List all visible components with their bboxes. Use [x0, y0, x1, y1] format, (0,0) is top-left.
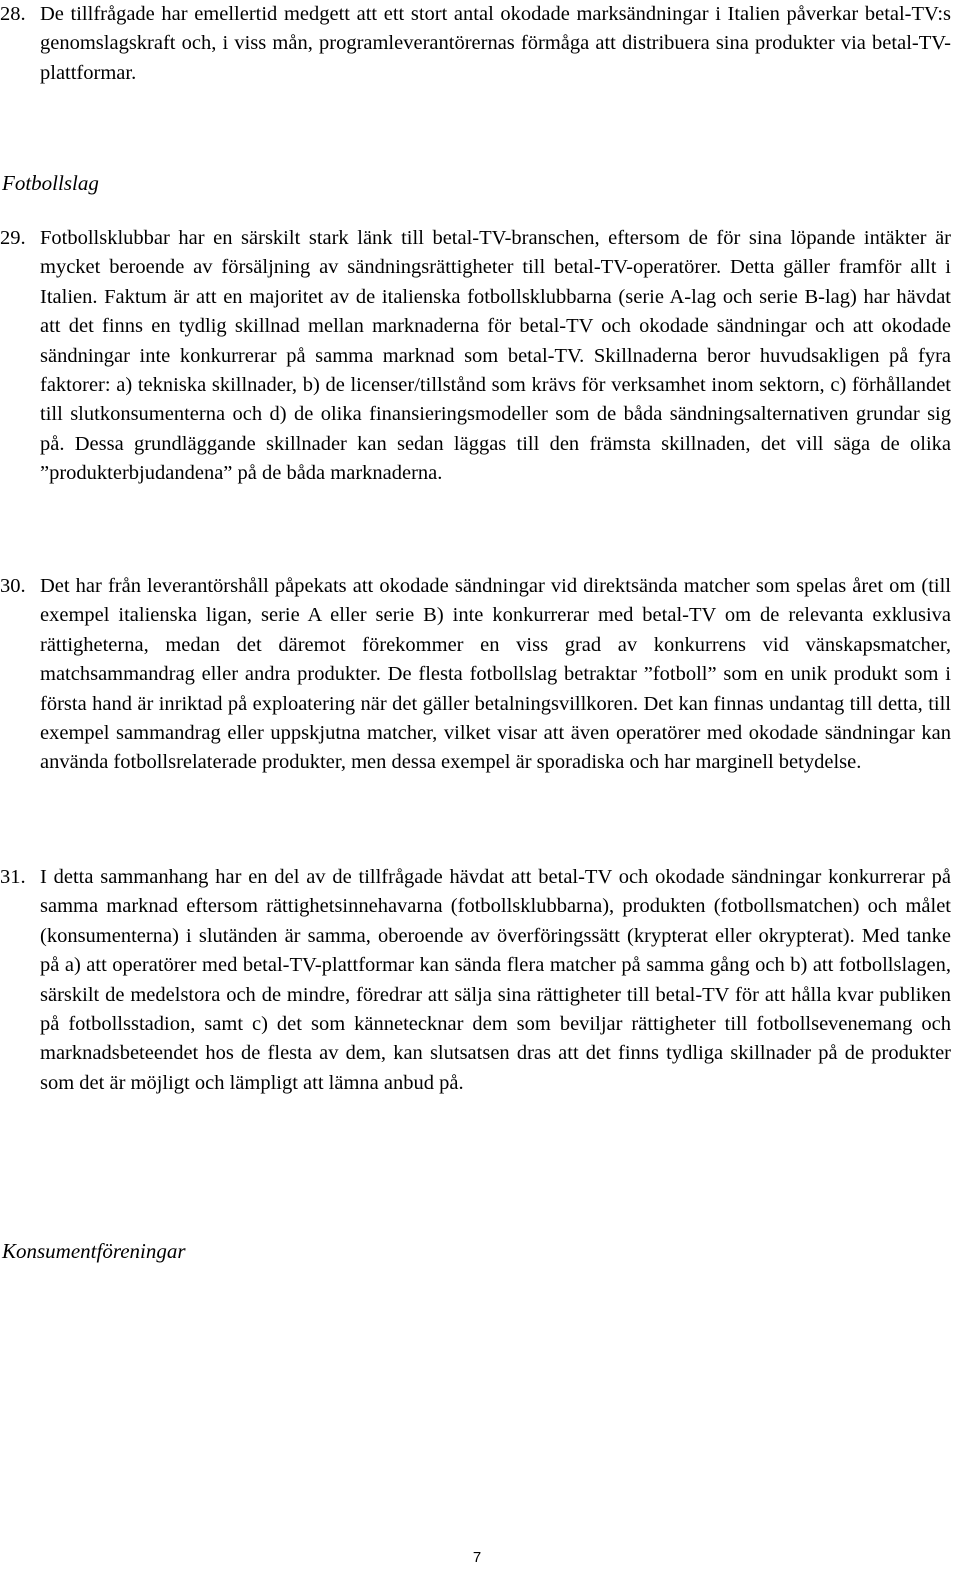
paragraph-text: Det har från leverantörshåll påpekats att okodade sändningar vid direktsända matcher som spelas året om (till exempel italienska ligan, serie A eller serie B) inte konkurrerar med betal-TV om de relevanta exklusiva rättigheterna, medan det däremot förekommer en viss grad av konkurrens vid vänskapsmatcher, matchsammandrag eller andra produkter. De flesta fotbollslag betraktar ”fotboll” som en unik produkt som i första hand är inriktad på exploatering när det gäller betalningsvillkoren. Det kan finnas undantag till detta, till exempel sammandrag eller uppskjutna matcher, vilket visar att även operatörer med okodade sändningar kan använda fotbollsrelaterade produkter, men dessa exempel är sporadiska och har marginell betydelse. — [40, 575, 951, 774]
paragraph-29 — [0, 224, 951, 489]
paragraph-31 — [0, 863, 951, 1098]
paragraph-number: 30. — [0, 575, 26, 597]
paragraph-text: I detta sammanhang har en del av de tillfrågade hävdat att betal-TV och okodade sändningar konkurrerar på samma marknad eftersom rättighetsinnehavarna (fotbollsklubbarna), produkten (fotbollsmatchen) och målet (konsumenterna) i slutänden är samma, oberoende av överföringssätt (krypterat eller okrypterat). Med tanke på a) att operatörer med betal-TV-plattformar kan sända flera matcher på samma gång och b) att fotbollslagen, särskilt de medelstora och de mindre, föredrar att sälja sina rättigheter till betal-TV för att hålla kvar publiken på fotbollsstadion, samt c) det som kännetecknar dem som beviljar rättigheter till fotbollsevenemang och marknadsbeteendet hos de flesta av dem, kan slutsatsen dras att det finns tydliga skillnader på de produkter som det är möjligt och lämpligt att lämna anbud på. — [40, 866, 951, 1094]
section-heading-fotbollslag: Fotbollslag — [2, 171, 99, 195]
page-number: 7 — [472, 1549, 482, 1566]
section-heading-konsumentforeningar: Konsumentföreningar — [2, 1239, 186, 1263]
paragraph-number: 29. — [0, 227, 26, 249]
paragraph-text: De tillfrågade har emellertid medgett att ett stort antal okodade marksändningar i Italien påverkar betal-TV:s genomslagskraft och, i viss mån, programleverantörernas förmåga att distribuera sina produkter via betal-TV-plattformar. — [40, 3, 951, 84]
paragraph-text: Fotbollsklubbar har en särskilt stark länk till betal-TV-branschen, eftersom de för sina löpande intäkter är mycket beroende av försäljning av sändningsrättigheter till betal-TV-operatörer. Detta gäller framför allt i Italien. Faktum är att en majoritet av de italienska fotbollsklubbarna (serie A-lag och serie B-lag) har hävdat att det finns en tydlig skillnad mellan marknaderna för betal-TV och okodade sändningar och att okodade sändningar inte konkurrerar på samma marknad som betal-TV. Skillnaderna beror huvudsakligen på fyra faktorer: a) tekniska skillnader, b) de licenser/tillstånd som krävs för verksamhet inom sektorn, c) förhållandet till slutkonsumenterna och d) de olika finansieringsmodeller som de båda sändningsalternativen grundar sig på. Dessa grundläggande skillnader kan sedan läggas till den främsta skillnaden, det vill säga de olika ”produkterbjudandena” på de båda marknaderna. — [40, 227, 951, 485]
paragraph-30 — [0, 572, 951, 778]
paragraph-number: 28. — [0, 3, 26, 25]
paragraph-28 — [0, 0, 951, 88]
paragraph-number: 31. — [0, 866, 26, 888]
